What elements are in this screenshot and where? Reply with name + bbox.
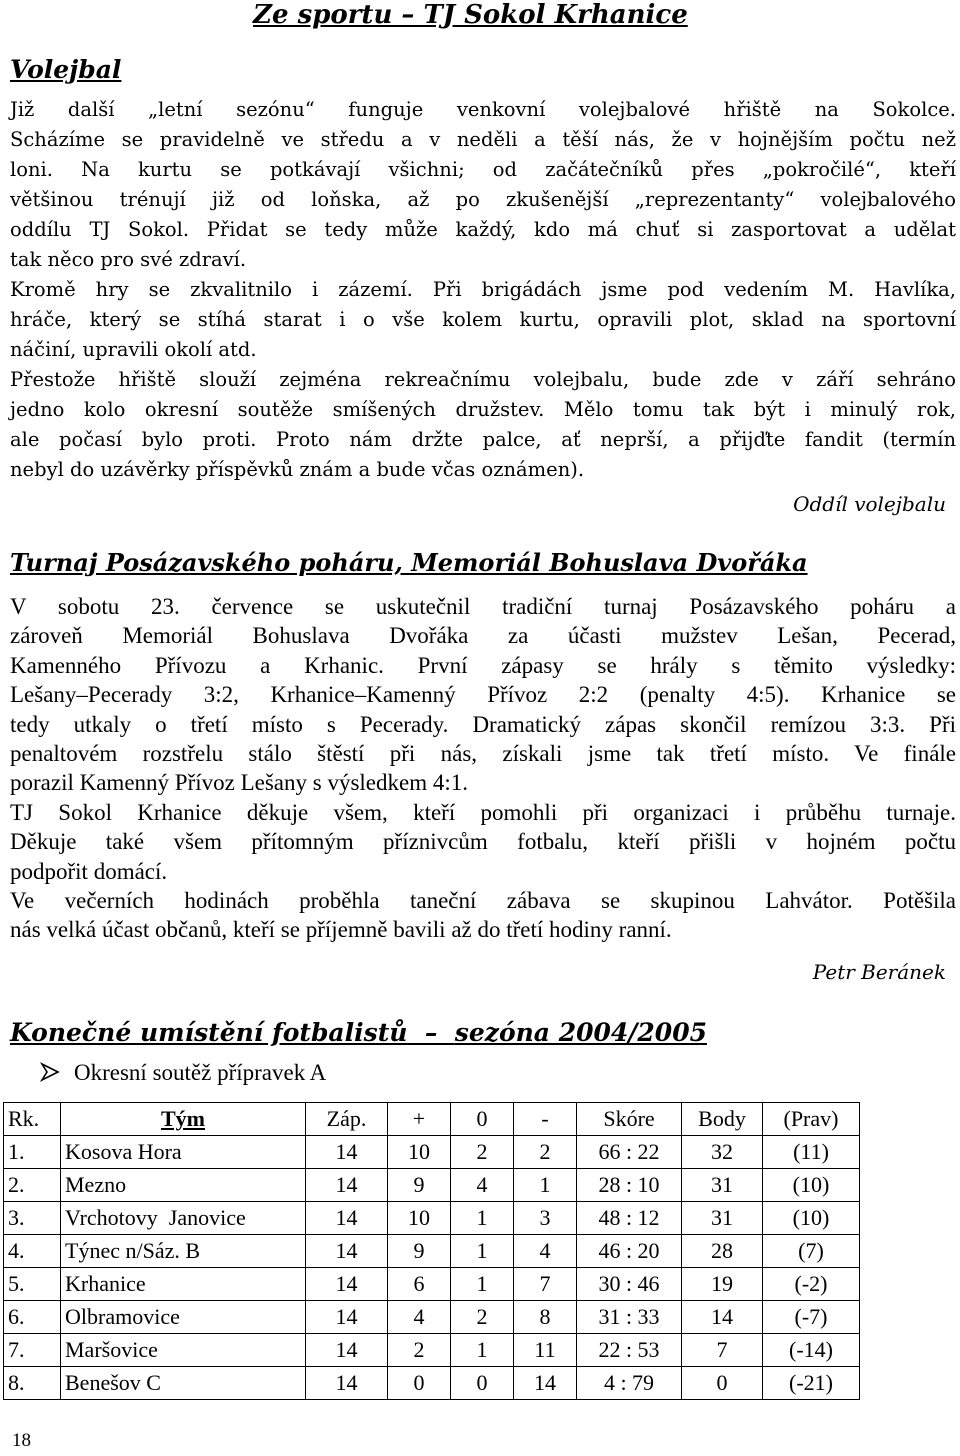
- cell-wins: 9: [388, 1235, 451, 1268]
- cell-points: 7: [682, 1334, 763, 1367]
- cell-team: Maršovice: [61, 1334, 306, 1367]
- cell-prav: (-21): [763, 1367, 860, 1400]
- table-row: [4, 1268, 860, 1301]
- volejbal-line: nebyl do uzávěrky příspěvků znám a bude včas oznámen).: [10, 458, 585, 481]
- turnaj-line: V sobotu 23. července se uskutečnil tradiční turnaj Posázavského poháru a: [10, 594, 956, 619]
- table-row: [4, 1334, 860, 1367]
- turnaj-heading-text: Turnaj Posázavského poháru, Memoriál Bohuslava Dvořáka: [10, 548, 808, 577]
- cell-losses: 2: [514, 1136, 577, 1169]
- turnaj-line: Lešany–Peceradу 3:2, Krhanice–Kamenný Přívoz 2:2 (penalty 4:5). Krhanice se: [10, 682, 956, 708]
- cell-points: 19: [682, 1268, 763, 1301]
- turnaj-line: porazil Kamenný Přívoz Lešany s výsledkem 4:1.: [10, 770, 468, 796]
- turnaj-signature: Petr Beránek: [812, 960, 946, 984]
- turnaj-line: podpořit domácí.: [10, 858, 168, 884]
- cell-draws: 2: [451, 1136, 514, 1169]
- cell-rank: 3.: [4, 1202, 61, 1235]
- volejbal-line: většinou trénují již od loňska, až po zkušenější „reprezentanty“ volejbalového: [10, 188, 956, 211]
- cell-score: 28 : 10: [577, 1169, 682, 1202]
- cell-score: 30 : 46: [577, 1268, 682, 1301]
- cell-wins: 2: [388, 1334, 451, 1367]
- cell-rank: 6.: [4, 1301, 61, 1334]
- cell-draws: 1: [451, 1202, 514, 1235]
- cell-prav: (7): [763, 1235, 860, 1268]
- cell-wins: 0: [388, 1367, 451, 1400]
- cell-team: Olbramovice: [61, 1301, 306, 1334]
- competition-bullet: [40, 1060, 326, 1086]
- cell-score: 4 : 79: [577, 1367, 682, 1400]
- volejbal-line: oddílu TJ Sokol. Přidat se tedy může každý, kdo má chuť si zasportovat a udělat: [10, 218, 956, 241]
- cell-rank: 8.: [4, 1367, 61, 1400]
- page-number: 18: [12, 1430, 31, 1451]
- cell-wins: 9: [388, 1169, 451, 1202]
- cell-prav: (10): [763, 1202, 860, 1235]
- turnaj-line: zároveň Memoriál Bohuslava Dvořáka za účasti mužstev Lešan, Pecerad,: [10, 623, 956, 649]
- standings-heading-dash: –: [407, 1018, 455, 1047]
- cell-played: 14: [306, 1169, 388, 1202]
- cell-points: 28: [682, 1235, 763, 1268]
- cell-wins: 10: [388, 1136, 451, 1169]
- volejbal-line: náčiní, upravili okolí atd.: [10, 338, 257, 361]
- competition-name: Okresní soutěž přípravek A: [74, 1060, 327, 1085]
- cell-wins: 6: [388, 1268, 451, 1301]
- cell-team: Kosova Hora: [61, 1136, 306, 1169]
- cell-losses: 1: [514, 1169, 577, 1202]
- turnaj-line: Ve večerních hodinách proběhla taneční zábava se skupinou Lahvátor. Potěšila: [10, 888, 956, 914]
- cell-team: Benešov C: [61, 1367, 306, 1400]
- cell-draws: 2: [451, 1301, 514, 1334]
- arrow-bullet-icon: [40, 1062, 60, 1082]
- col-header-wins: +: [388, 1103, 451, 1136]
- cell-losses: 4: [514, 1235, 577, 1268]
- cell-points: 0: [682, 1367, 763, 1400]
- col-header-draws: 0: [451, 1103, 514, 1136]
- cell-wins: 10: [388, 1202, 451, 1235]
- standings-heading: [10, 1018, 707, 1047]
- col-header-points: Body: [682, 1103, 763, 1136]
- cell-losses: 8: [514, 1301, 577, 1334]
- cell-draws: 1: [451, 1334, 514, 1367]
- volejbal-paragraph: [10, 95, 956, 485]
- cell-rank: 1.: [4, 1136, 61, 1169]
- cell-points: 31: [682, 1202, 763, 1235]
- cell-points: 32: [682, 1136, 763, 1169]
- cell-score: 48 : 12: [577, 1202, 682, 1235]
- cell-draws: 1: [451, 1268, 514, 1301]
- cell-losses: 3: [514, 1202, 577, 1235]
- cell-score: 31 : 33: [577, 1301, 682, 1334]
- col-header-prav: (Prav): [763, 1103, 860, 1136]
- cell-played: 14: [306, 1136, 388, 1169]
- cell-played: 14: [306, 1268, 388, 1301]
- table-row: [4, 1202, 860, 1235]
- cell-score: 22 : 53: [577, 1334, 682, 1367]
- cell-draws: 4: [451, 1169, 514, 1202]
- turnaj-line: Děkuje také všem přítomným příznivcům fotbalu, kteří přišli v hojném počtu: [10, 829, 956, 855]
- volejbal-heading: [10, 55, 121, 84]
- volejbal-line: hráče, který se stíhá starat i o vše kolem kurtu, opravili plot, sklad na sportovní: [10, 308, 956, 331]
- cell-team: Mezno: [61, 1169, 306, 1202]
- table-row: [4, 1301, 860, 1334]
- col-header-played: Záp.: [306, 1103, 388, 1136]
- cell-draws: 1: [451, 1235, 514, 1268]
- cell-score: 66 : 22: [577, 1136, 682, 1169]
- table-row: [4, 1235, 860, 1268]
- turnaj-line: tedy utkaly o třetí místo s Pecerady. Dramatický zápas skončil remízou 3:3. Při: [10, 711, 956, 737]
- page-title: Ze sportu – TJ Sokol Krhanice: [253, 0, 688, 30]
- cell-played: 14: [306, 1202, 388, 1235]
- cell-points: 14: [682, 1301, 763, 1334]
- volejbal-line: ale počasí bylo proti. Proto nám držte palce, ať neprší, a přijďte fandit (termín: [10, 428, 956, 451]
- volejbal-line: Již další „letní sezónu“ funguje venkovní volejbalové hřiště na Sokolce.: [10, 98, 956, 121]
- cell-played: 14: [306, 1301, 388, 1334]
- standings-header-row: [4, 1103, 860, 1136]
- turnaj-line: Kamenného Přívozu a Krhanic. První zápasy se hrály s těmito výsledky:: [10, 652, 956, 678]
- cell-prav: (-7): [763, 1301, 860, 1334]
- cell-played: 14: [306, 1334, 388, 1367]
- cell-losses: 7: [514, 1268, 577, 1301]
- volejbal-line: Přestože hřiště slouží zejména rekreačnímu volejbalu, bude zde v září sehráno: [10, 368, 956, 391]
- turnaj-line: TJ Sokol Krhanice děkuje všem, kteří pomohli při organizaci i průběhu turnaje.: [10, 799, 956, 825]
- cell-score: 46 : 20: [577, 1235, 682, 1268]
- volejbal-line: Kromě hry se zkvalitnilo i zázemí. Při brigádách jsme pod vedením M. Havlíka,: [10, 278, 956, 301]
- cell-points: 31: [682, 1169, 763, 1202]
- cell-played: 14: [306, 1235, 388, 1268]
- cell-draws: 0: [451, 1367, 514, 1400]
- col-header-losses: -: [514, 1103, 577, 1136]
- table-row: [4, 1169, 860, 1202]
- standings-table: [3, 1102, 860, 1400]
- volejbal-line: tak něco pro své zdraví.: [10, 248, 247, 271]
- cell-rank: 5.: [4, 1268, 61, 1301]
- col-header-team: Tým: [61, 1103, 306, 1136]
- cell-prav: (11): [763, 1136, 860, 1169]
- cell-rank: 7.: [4, 1334, 61, 1367]
- cell-losses: 14: [514, 1367, 577, 1400]
- cell-team: Týnec n/Sáz. B: [61, 1235, 306, 1268]
- volejbal-signature: Oddíl volejbalu: [793, 492, 946, 516]
- volejbal-line: jedno kolo okresní soutěže smíšených družstev. Mělo tomu tak být i minulý rok,: [10, 398, 956, 421]
- col-header-score: Skóre: [577, 1103, 682, 1136]
- cell-prav: (10): [763, 1169, 860, 1202]
- cell-wins: 4: [388, 1301, 451, 1334]
- cell-rank: 2.: [4, 1169, 61, 1202]
- turnaj-paragraph: [10, 592, 956, 945]
- volejbal-heading-text: Volejbal: [10, 55, 122, 84]
- standings-heading-part2: sezóna 2004/2005: [454, 1018, 707, 1047]
- turnaj-line: nás velká účast občanů, kteří se příjemně bavili až do třetí hodiny ranní.: [10, 917, 672, 943]
- table-row: [4, 1367, 860, 1400]
- cell-prav: (-14): [763, 1334, 860, 1367]
- cell-losses: 11: [514, 1334, 577, 1367]
- table-row: [4, 1136, 860, 1169]
- cell-team: Krhanice: [61, 1268, 306, 1301]
- turnaj-line: penaltovém rozstřelu stálo štěstí při nás, získali jsme tak třetí místo. Ve finále: [10, 741, 956, 767]
- standings-heading-part1: Konečné umístění fotbalistů: [10, 1018, 408, 1047]
- cell-played: 14: [306, 1367, 388, 1400]
- turnaj-heading: [10, 548, 808, 577]
- cell-rank: 4.: [4, 1235, 61, 1268]
- cell-team: Vrchotovy Janovice: [61, 1202, 306, 1235]
- cell-prav: (-2): [763, 1268, 860, 1301]
- col-header-rank: Rk.: [4, 1103, 61, 1136]
- volejbal-line: loni. Na kurtu se potkávají všichni; od začátečníků přes „pokročilé“, kteří: [10, 158, 956, 181]
- volejbal-line: Scházíme se pravidelně ve středu a v neděli a těší nás, že v hojnějším počtu než: [10, 128, 956, 151]
